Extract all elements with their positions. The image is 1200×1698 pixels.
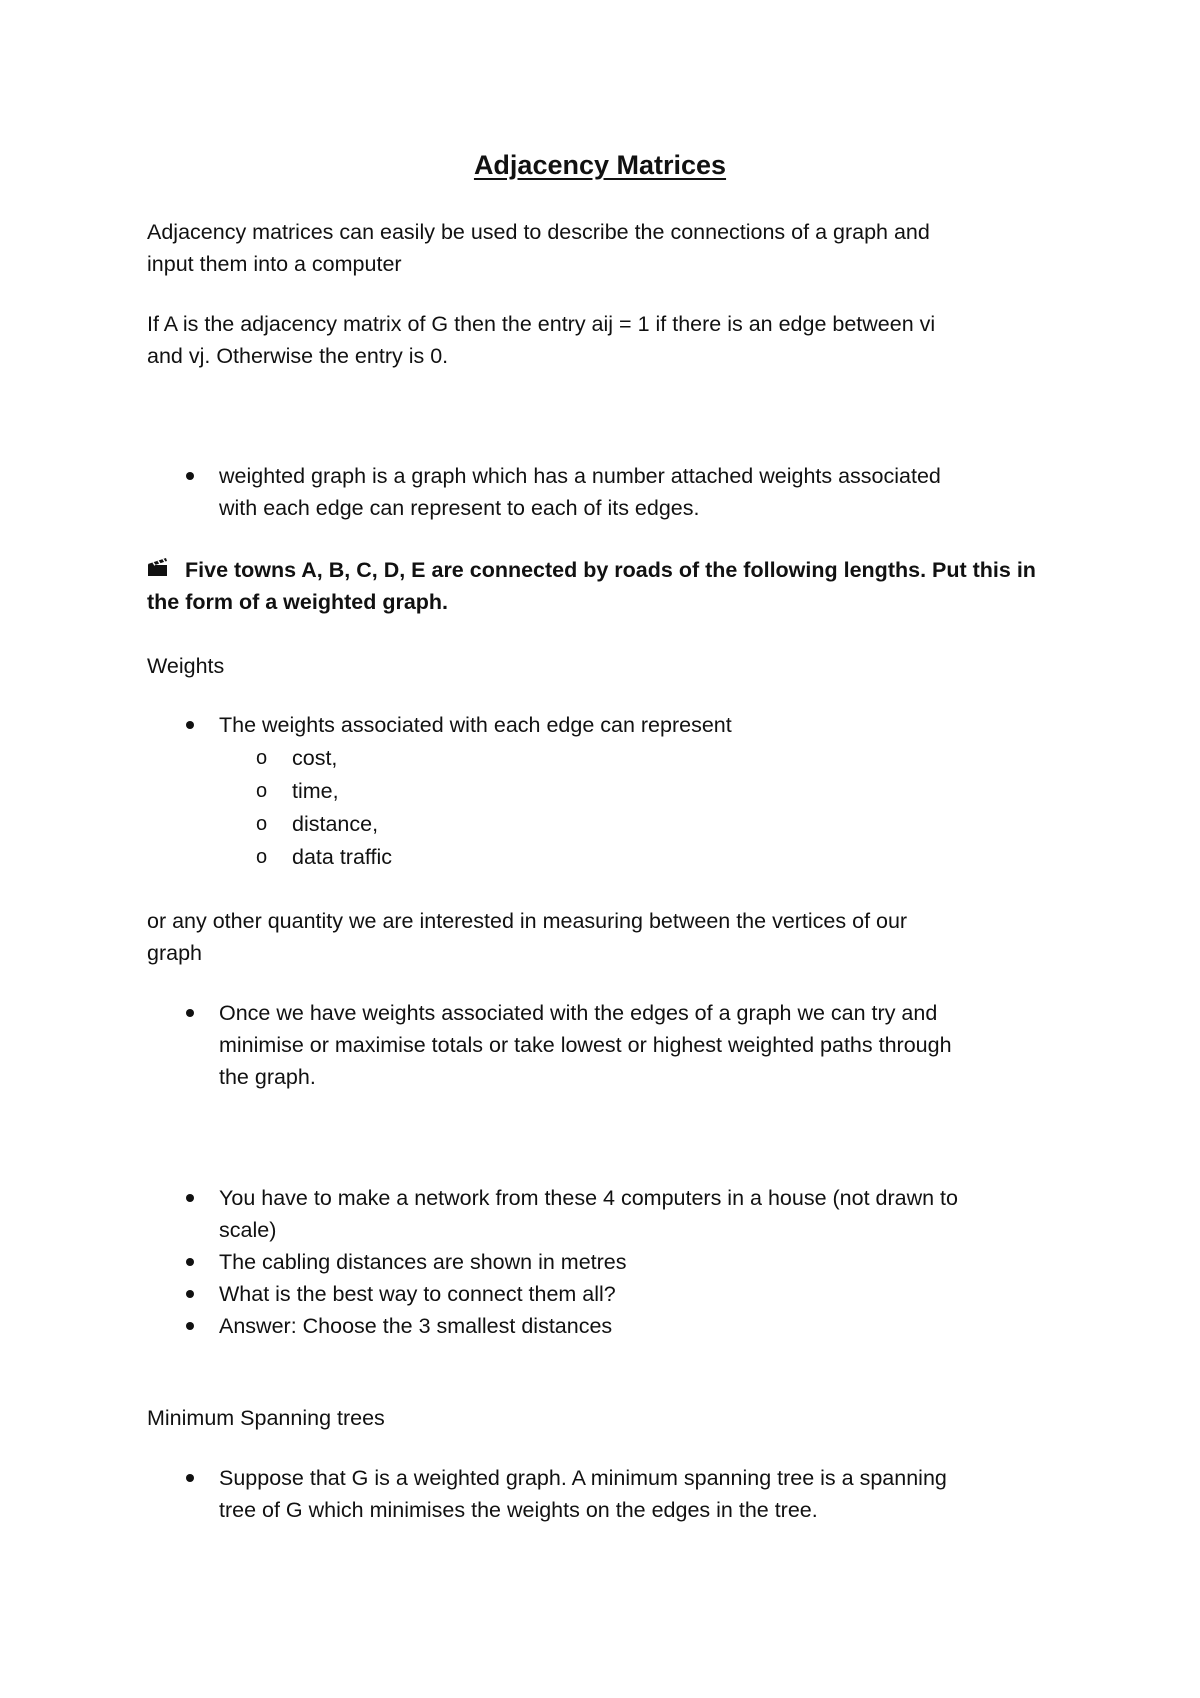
list-item-line: tree of G which minimises the weights on the edges in the tree. bbox=[219, 1498, 818, 1522]
list-item-line: You have to make a network from these 4 computers in a house (not drawn to bbox=[219, 1186, 958, 1210]
list-item-line: scale) bbox=[219, 1218, 277, 1242]
sub-list-item: time, bbox=[292, 779, 339, 803]
bullet-icon bbox=[186, 1474, 194, 1482]
list-item-line: with each edge can represent to each of its edges. bbox=[219, 496, 700, 520]
list-item-line: minimise or maximise totals or take lowest or highest weighted paths through bbox=[219, 1033, 952, 1057]
list-item-line: What is the best way to connect them all? bbox=[219, 1282, 616, 1306]
bullet-icon bbox=[186, 1194, 194, 1202]
page-title: Adjacency Matrices bbox=[473, 150, 727, 180]
bullet-icon bbox=[186, 1009, 194, 1017]
example-line: the form of a weighted graph. bbox=[147, 590, 449, 614]
sub-bullet-marker: o bbox=[256, 813, 268, 835]
bullet-icon bbox=[186, 472, 194, 480]
sub-bullet-marker: o bbox=[256, 747, 268, 769]
paragraph-line: or any other quantity we are interested in measuring between the vertices of our bbox=[147, 909, 908, 933]
list-item-line: The weights associated with each edge can represent bbox=[219, 713, 732, 737]
list-item-line: The cabling distances are shown in metres bbox=[219, 1250, 627, 1274]
list-item-line: Answer: Choose the 3 smallest distances bbox=[219, 1314, 613, 1338]
paragraph-line: If A is the adjacency matrix of G then the entry aij = 1 if there is an edge between vi bbox=[147, 312, 936, 336]
clapperboard-icon bbox=[147, 557, 169, 577]
list-item-line: the graph. bbox=[219, 1065, 316, 1089]
bullet-icon bbox=[186, 1258, 194, 1266]
sub-list-item: distance, bbox=[292, 812, 379, 836]
bullet-icon bbox=[186, 1322, 194, 1330]
paragraph-line: Adjacency matrices can easily be used to describe the connections of a graph and bbox=[147, 220, 930, 244]
list-item-line: Suppose that G is a weighted graph. A minimum spanning tree is a spanning bbox=[219, 1466, 947, 1490]
sub-bullet-marker: o bbox=[256, 846, 268, 868]
bullet-icon bbox=[186, 721, 194, 729]
paragraph-line: and vj. Otherwise the entry is 0. bbox=[147, 344, 449, 368]
section-heading-mst: Minimum Spanning trees bbox=[147, 1406, 385, 1430]
sub-list-item: cost, bbox=[292, 746, 338, 770]
sub-bullet-marker: o bbox=[256, 780, 268, 802]
sub-list-item: data traffic bbox=[292, 845, 392, 869]
list-item-line: Once we have weights associated with the edges of a graph we can try and bbox=[219, 1001, 938, 1025]
paragraph-line: graph bbox=[147, 941, 202, 965]
paragraph-line: input them into a computer bbox=[147, 252, 402, 276]
bullet-icon bbox=[186, 1290, 194, 1298]
list-item-line: weighted graph is a graph which has a number attached weights associated bbox=[219, 464, 941, 488]
example-line: Five towns A, B, C, D, E are connected by roads of the following lengths. Put this in bbox=[185, 558, 1036, 582]
section-heading-weights: Weights bbox=[147, 654, 225, 678]
